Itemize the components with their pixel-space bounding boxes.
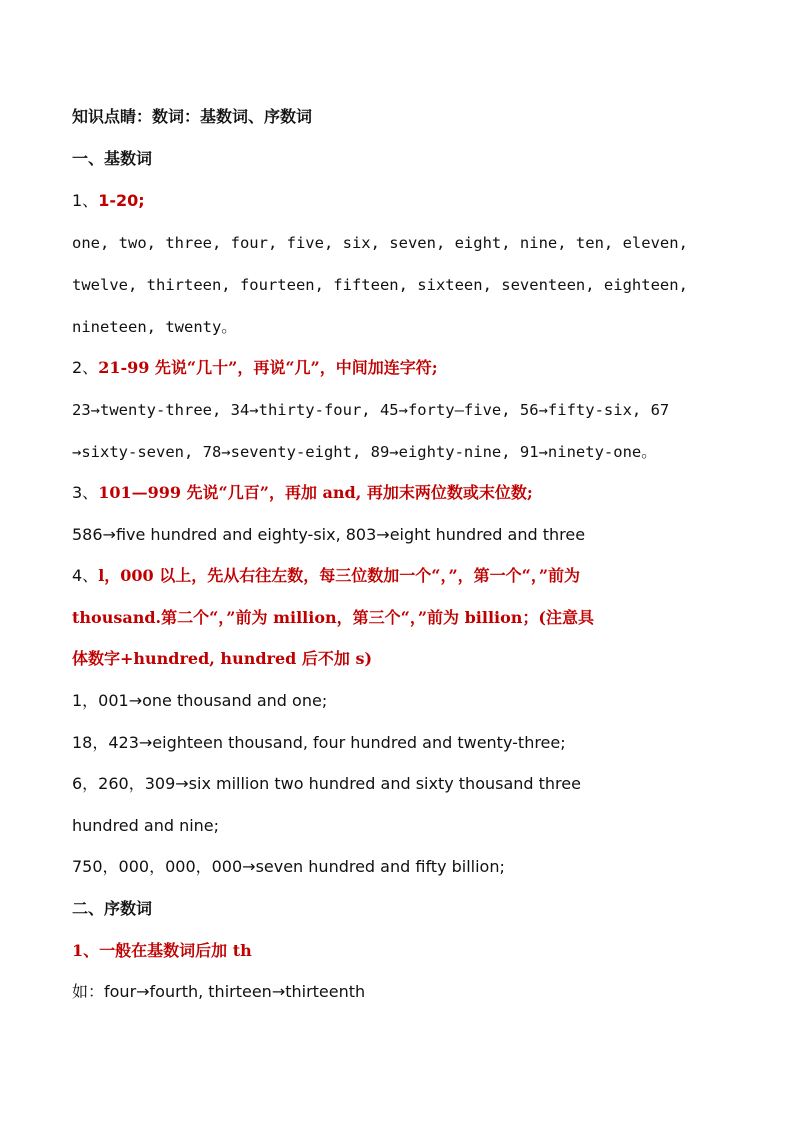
example-line: 如：four→fourth, thirteen→thirteenth: [72, 982, 366, 1001]
rule-text: 1-20;: [98, 191, 145, 210]
rule-text-continued: 体数字+hundred, hundred 后不加 s): [72, 649, 373, 668]
section-heading-ordinal: 二、序数词: [72, 899, 153, 918]
rule-1: [72, 190, 722, 212]
rule-number: 4、: [72, 566, 99, 585]
rule-text: l，000 以上，先从右往左数，每三位数加一个“，”，第一个“，”前为: [98, 566, 581, 585]
example-line: 6，260，309→six million two hundred and sixty thousand three: [72, 774, 581, 793]
example-line: nineteen, twenty。: [72, 318, 237, 336]
section-heading-cardinal: 一、基数词: [72, 149, 153, 168]
example-line: one, two, three, four, five, six, seven, eight, nine, ten, eleven,: [72, 234, 688, 252]
example-line: 1，001→one thousand and one;: [72, 691, 328, 710]
example-line: 18，423→eighteen thousand, four hundred and twenty-three;: [72, 733, 566, 752]
rule-4: [72, 565, 722, 587]
example-line: twelve, thirteen, fourteen, fifteen, sixteen, seventeen, eighteen,: [72, 276, 688, 294]
rule-3: [72, 482, 722, 504]
example-line: hundred and nine;: [72, 816, 220, 835]
example-line: 23→twenty-three, 34→thirty-four, 45→forty—five, 56→fifty-six, 67: [72, 401, 670, 419]
example-line: →sixty-seven, 78→seventy-eight, 89→eighty-nine, 91→ninety-one。: [72, 443, 657, 461]
rule-text: 21-99 先说“几十”，再说“几”，中间加连字符;: [98, 358, 438, 377]
rule-number: 1、: [72, 191, 99, 210]
example-line: 586→five hundred and eighty-six, 803→eight hundred and three: [72, 525, 586, 544]
rule-text: 101—999 先说“几百”，再加 and, 再加末两位数或末位数;: [98, 483, 533, 502]
rule-number: 3、: [72, 483, 99, 502]
rule-text-continued: thousand.第二个“，”前为 million，第三个“，”前为 billion；(注意具: [72, 608, 594, 627]
ordinal-rule-1: 1、一般在基数词后加 th: [72, 941, 252, 960]
rule-number: 2、: [72, 358, 99, 377]
example-line: 750，000，000，000→seven hundred and fifty billion;: [72, 857, 505, 876]
rule-2: [72, 357, 722, 379]
page-title: 知识点睛：数词：基数词、序数词: [72, 107, 313, 126]
